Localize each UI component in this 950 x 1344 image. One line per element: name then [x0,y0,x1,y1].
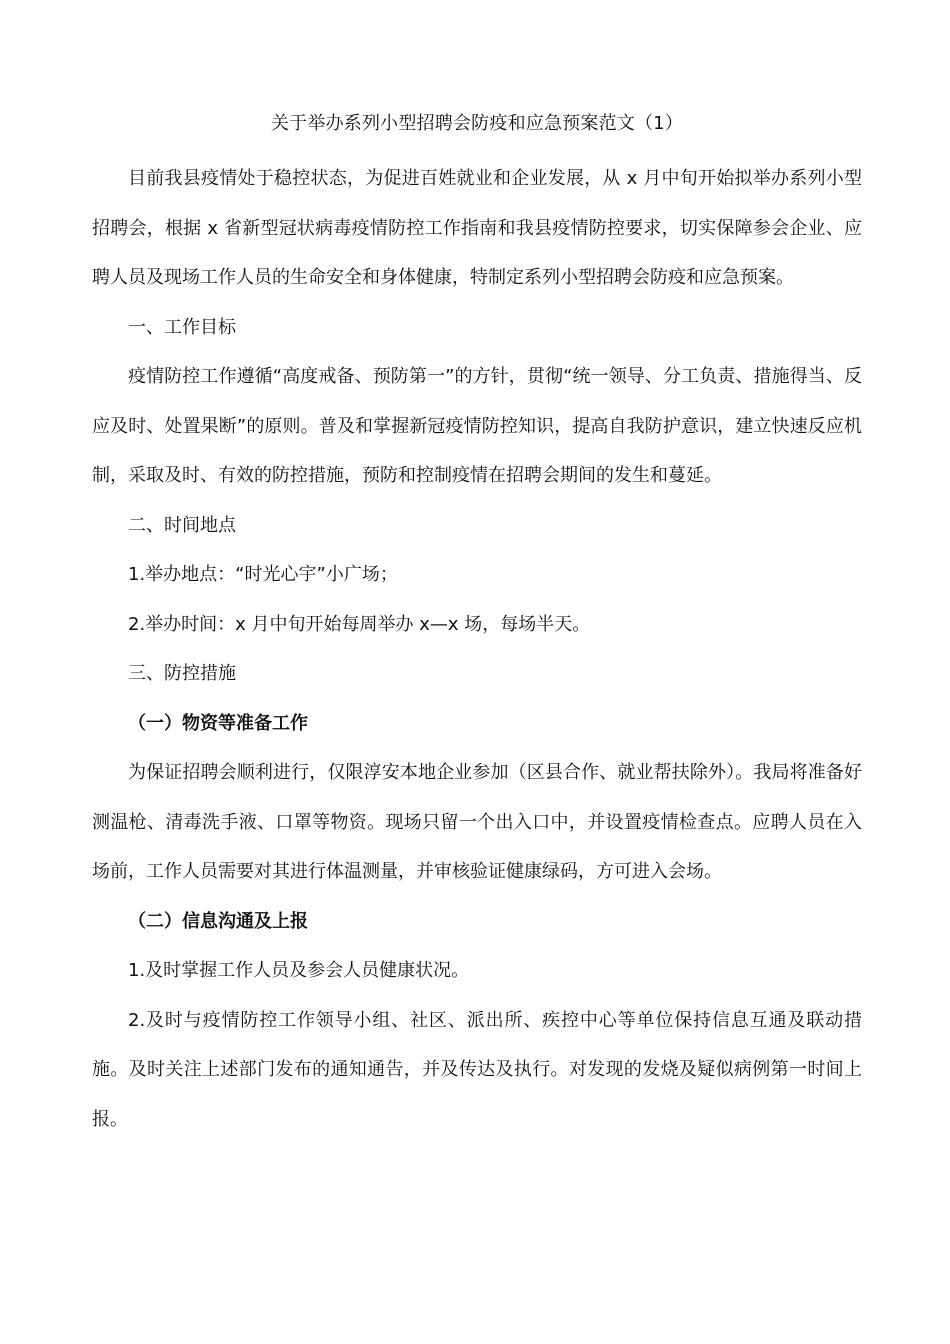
document-body [92,104,862,1144]
communication-item-2: 2.及时与疫情防控工作领导小组、社区、派出所、疾控中心等单位保持信息互通及联动措施。及时关注上述部门发布的通知通告，并及传达及执行。对发现的发烧及疑似病例第一时间上报。 [92,1009,862,1130]
goals-paragraph: 疫情防控工作遵循“高度戒备、预防第一”的方针，贯彻“统一领导、分工负责、措施得当、反应及时、处置果断”的原则。普及和掌握新冠疫情防控知识，提高自我防护意识，建立快速反应机制，采取及时、有效的防控措施，预防和控制疫情在招聘会期间的发生和蔓延。 [92,366,862,486]
communication-item-1: 1.及时掌握工作人员及参会人员健康状况。 [128,960,470,981]
section-heading-measures: 三、防控措施 [128,663,236,684]
intro-paragraph: 目前我县疫情处于稳控状态，为促进百姓就业和企业发展，从 x 月中旬开始拟举办系列小型招聘会，根据 x 省新型冠状病毒疫情防控工作指南和我县疫情防控要求，切实保障参会企业、应聘人员及现场工作人员的生命安全和身体健康，特制定系列小型招聘会防疫和应急预案。 [92,168,862,288]
subheading-communication: （二）信息沟通及上报 [128,910,308,932]
section-heading-time-place: 二、时间地点 [128,514,236,536]
section-heading-goals: 一、工作目标 [128,316,236,338]
time-item: 2.举办时间：x 月中旬开始每周举办 x—x 场，每场半天。 [128,613,591,635]
venue-item: 1.举办地点：“时光心宇”小广场； [128,564,398,585]
document-title: 关于举办系列小型招聘会防疫和应急预案范文（1） [270,113,684,134]
subheading-supplies: （一）物资等准备工作 [128,712,308,734]
supplies-paragraph: 为保证招聘会顺利进行，仅限淳安本地企业参加（区县合作、就业帮扶除外）。我局将准备好测温枪、清毒洗手液、口罩等物资。现场只留一个出入口中，并设置疫情检查点。应聘人员在入场前，工作人员需要对其进行体温测量，并审核验证健康绿码，方可进入会场。 [92,762,862,882]
